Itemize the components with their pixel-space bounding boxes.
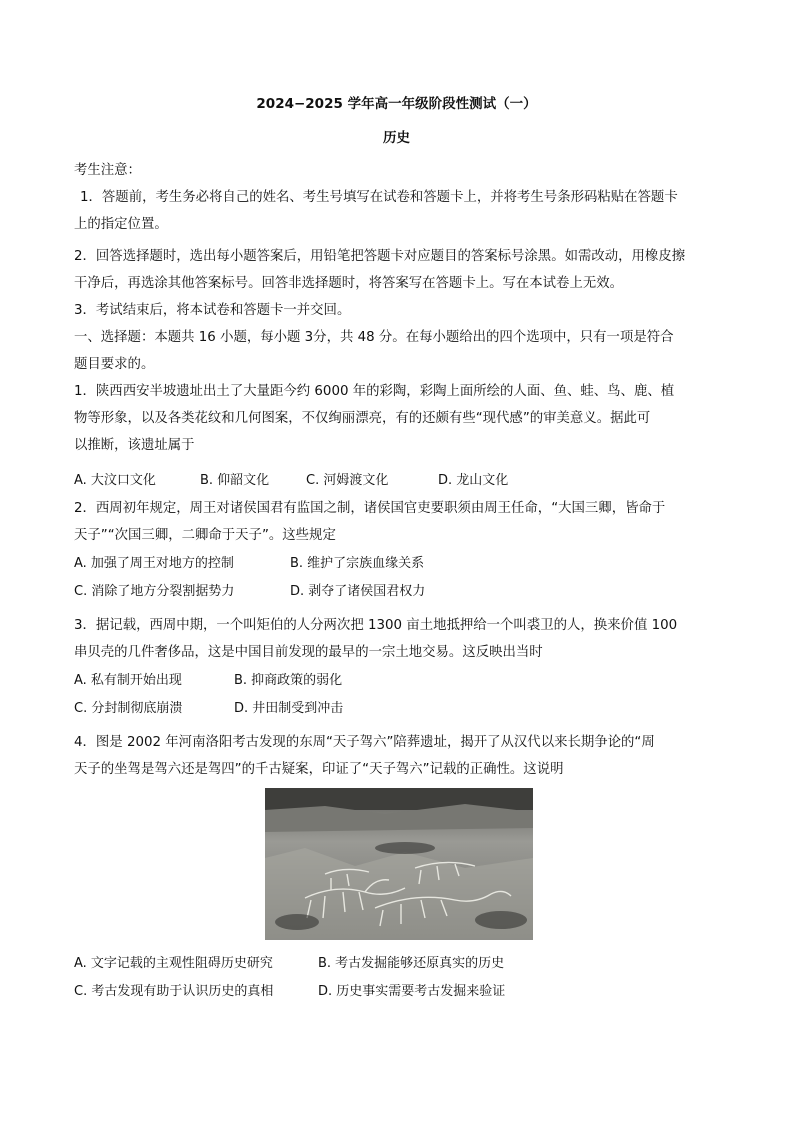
section-instructions: 一、选择题：本题共 16 小题，每小题 3分，共 48 分。在每小题给出的四个选项中，只有一项是符合 [74,330,674,345]
notice-line: 2．回答选择题时，选出每小题答案后，用铅笔把答题卡对应题目的答案标号涂黑。如需改动，用橡皮擦 [74,249,686,264]
subject-title: 历史 [383,130,410,146]
question-4-text: 4．图是 2002 年河南洛阳考古发现的东周“天子驾六”陪葬遗址，揭开了从汉代以来长期争论的“周 [74,735,655,750]
option-b: B. 考古发掘能够还原真实的历史 [318,956,505,971]
option-c: C. 河姆渡文化 [306,473,389,488]
section-instructions: 题目要求的。 [74,357,155,372]
notice-line: 干净后，再选涂其他答案标号。回答非选择题时，将答案写在答题卡上。写在本试卷上无效。 [74,276,624,291]
notice-line: 3．考试结束后，将本试卷和答题卡一并交回。 [74,303,351,318]
question-4-text: 天子的坐驾是驾六还是驾四”的千古疑案，印证了“天子驾六”记载的正确性。这说明 [74,762,564,777]
question-1-text: 以推断，该遗址属于 [74,438,195,453]
option-b: B. 维护了宗族血缘关系 [290,556,425,571]
option-d: D. 历史事实需要考古发掘来验证 [318,984,506,999]
option-a: A. 文字记载的主观性阻碍历史研究 [74,956,273,971]
option-a: A. 加强了周王对地方的控制 [74,556,234,571]
notice-line: 1．答题前，考生务必将自己的姓名、考生号填写在试卷和答题卡上，并将考生号条形码粘贴在答题卡 [80,190,678,205]
option-b: B. 仰韶文化 [200,473,270,488]
option-c: C. 考古发现有助于认识历史的真相 [74,984,274,999]
excavation-image [265,788,533,940]
option-a: A. 私有制开始出现 [74,673,182,688]
question-2-text: 2．西周初年规定，周王对诸侯国君有监国之制，诸侯国官吏要职须由周王任命，“大国三卿，皆命于 [74,501,666,516]
option-b: B. 抑商政策的弱化 [234,673,343,688]
notice-heading: 考生注意： [74,163,141,178]
question-1-text: 物等形象，以及各类花纹和几何图案，不仅绚丽漂亮，有的还颇有些“现代感”的审美意义。据此可 [74,411,651,426]
option-c: C. 分封制彻底崩溃 [74,701,183,716]
option-d: D. 龙山文化 [438,473,509,488]
exam-title: 2024−2025 学年高一年级阶段性测试（一） [256,96,537,112]
option-d: D. 剥夺了诸侯国君权力 [290,584,426,599]
question-2-text: 天子”“次国三卿，二卿命于天子”。这些规定 [74,528,336,543]
option-d: D. 井田制受到冲击 [234,701,344,716]
question-3-text: 串贝壳的几件奢侈品，这是中国目前发现的最早的一宗土地交易。这反映出当时 [74,645,543,660]
question-3-text: 3．据记载，西周中期，一个叫矩伯的人分两次把 1300 亩土地抵押给一个叫裘卫的人，换来价值 100 [74,618,678,633]
option-a: A. 大汶口文化 [74,473,156,488]
notice-line: 上的指定位置。 [74,217,168,232]
question-1-text: 1．陕西西安半坡遗址出土了大量距今约 6000 年的彩陶，彩陶上面所绘的人面、鱼、蛙、鸟、鹿、植 [74,384,675,399]
chariot-burial-photo [265,788,533,940]
option-c: C. 消除了地方分裂割据势力 [74,584,235,599]
